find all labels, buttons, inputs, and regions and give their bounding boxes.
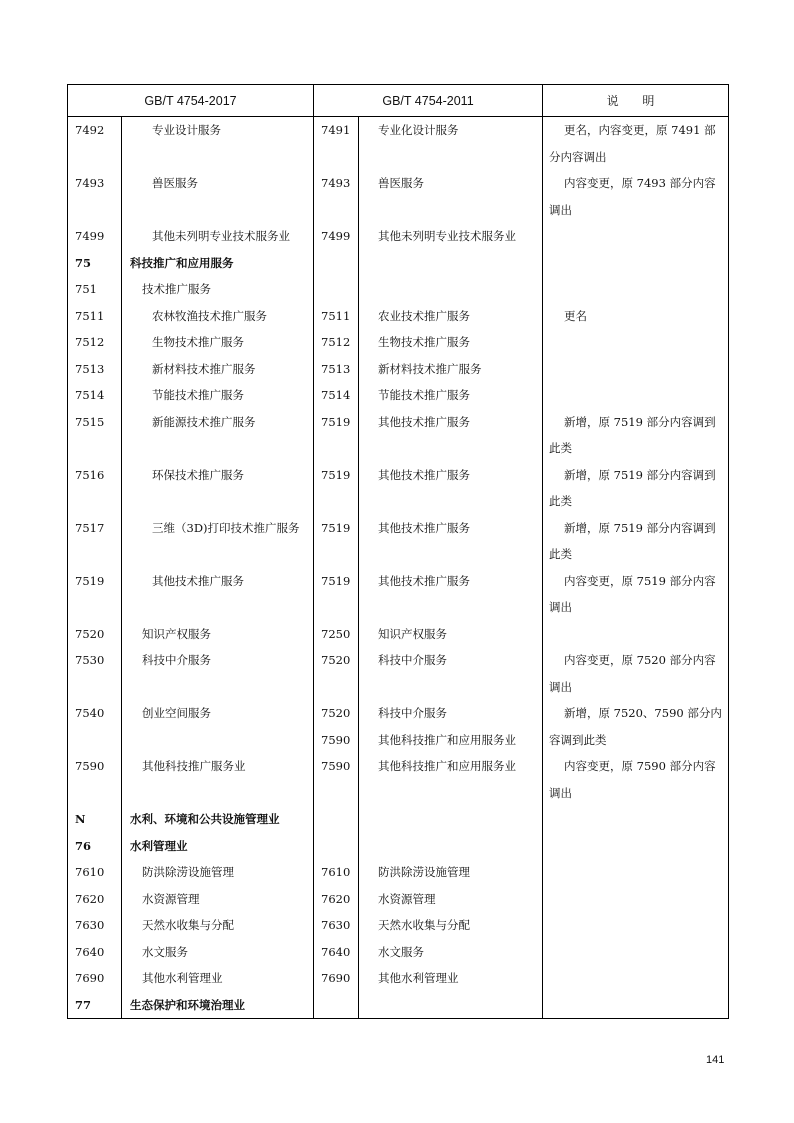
code-2011 <box>314 886 359 913</box>
name-2017 <box>122 382 314 409</box>
header-note: 说 明 <box>543 85 729 117</box>
name-2011-text: 科技中介服务 <box>378 706 448 720</box>
name-2011-text: 节能技术推广服务 <box>378 388 471 402</box>
name-2017-text: 科技推广和应用服务 <box>130 255 234 270</box>
name-2011 <box>359 912 543 939</box>
code-2017 <box>68 647 122 700</box>
name-2011 <box>359 250 543 277</box>
name-2017 <box>122 886 314 913</box>
code-2011-text: 7520 <box>321 653 351 667</box>
table-row <box>68 992 729 1019</box>
note-cell <box>543 647 729 700</box>
name-2017-text: 生物技术推广服务 <box>152 335 244 349</box>
note-cell <box>543 700 729 753</box>
name-2017-text: 新材料技术推广服务 <box>152 361 256 376</box>
table-row <box>68 859 729 886</box>
name-2011 <box>359 223 543 250</box>
name-2011 <box>359 859 543 886</box>
note-cell <box>543 303 729 330</box>
code-2011 <box>314 303 359 330</box>
name-2017-text: 生态保护和环境治理业 <box>130 997 245 1012</box>
code-2017-text: 7492 <box>75 123 105 137</box>
code-2017-text: N <box>75 812 86 826</box>
code-2017 <box>68 886 122 913</box>
table-body <box>68 117 729 1019</box>
code-2017-text: 7511 <box>75 308 105 323</box>
name-2017-text: 技术推广服务 <box>142 282 211 296</box>
note-text: 新增，原 7519 部分内容调到此类 <box>549 467 716 508</box>
name-2017 <box>122 329 314 356</box>
code-2011-text: 7620 <box>321 891 351 906</box>
code-2017-text: 7519 <box>75 573 105 588</box>
note-cell <box>543 223 729 250</box>
code-2011 <box>314 462 359 515</box>
note-cell <box>543 833 729 860</box>
name-2017 <box>122 833 314 860</box>
note-cell <box>543 462 729 515</box>
code-2011 <box>314 700 359 753</box>
table-row <box>68 833 729 860</box>
code-2017 <box>68 939 122 966</box>
code-2011-text: 7630 <box>321 918 351 932</box>
code-2011 <box>314 382 359 409</box>
note-text: 更名，内容变更，原 7491 部分内容调出 <box>549 123 716 164</box>
name-2011 <box>359 833 543 860</box>
code-2017 <box>68 409 122 462</box>
name-2011 <box>359 939 543 966</box>
code-2011 <box>314 515 359 568</box>
name-2017 <box>122 859 314 886</box>
code-2017 <box>68 170 122 223</box>
note-text: 新增，原 7519 部分内容调到此类 <box>549 520 716 561</box>
name-2011-text: 兽医服务 <box>378 176 425 190</box>
name-2011-text: 其他水利管理业 <box>378 971 459 985</box>
name-2017 <box>122 992 314 1019</box>
code-2011 <box>314 276 359 303</box>
name-2017 <box>122 806 314 833</box>
name-2017 <box>122 753 314 806</box>
name-2017-text: 水文服务 <box>142 944 188 959</box>
code-2011-text: 7519 <box>321 467 351 482</box>
name-2017 <box>122 621 314 648</box>
name-2011 <box>359 806 543 833</box>
code-2017-text: 7513 <box>75 361 105 376</box>
note-text: 新增，原 7519 部分内容调到此类 <box>549 414 716 455</box>
table-row <box>68 912 729 939</box>
code-2011 <box>314 117 359 171</box>
name-2011 <box>359 621 543 648</box>
classification-comparison-table <box>67 84 729 1019</box>
code-2011-text: 7250 <box>321 626 351 641</box>
name-2011-text: 生物技术推广服务 <box>378 335 471 349</box>
name-2011-text: 其他未列明专业技术服务业 <box>378 229 517 243</box>
name-2011 <box>359 117 543 171</box>
code-2011-text: 7590 <box>321 732 351 747</box>
code-2011 <box>314 965 359 992</box>
code-2017 <box>68 356 122 383</box>
note-cell <box>543 117 729 171</box>
header-gbt-2017: GB/T 4754-2017 <box>68 85 314 117</box>
code-2011 <box>314 806 359 833</box>
code-2011 <box>314 912 359 939</box>
note-cell <box>543 250 729 277</box>
name-2017-text: 节能技术推广服务 <box>152 388 244 402</box>
code-2011 <box>314 621 359 648</box>
name-2017-text: 知识产权服务 <box>142 626 211 641</box>
note-cell <box>543 276 729 303</box>
table-row <box>68 939 729 966</box>
note-cell <box>543 912 729 939</box>
code-2017-text: 7515 <box>75 414 105 429</box>
table-row <box>68 356 729 383</box>
name-2017 <box>122 356 314 383</box>
code-2011 <box>314 250 359 277</box>
name-2011-text: 防洪除涝设施管理 <box>378 865 471 879</box>
code-2017-text: 7590 <box>75 759 105 773</box>
note-text: 内容变更，原 7519 部分内容调出 <box>549 573 716 614</box>
code-2017-text: 751 <box>75 282 97 296</box>
code-2011-text: 7512 <box>321 335 351 349</box>
name-2017-text: 农林牧渔技术推广服务 <box>152 308 267 323</box>
code-2011 <box>314 859 359 886</box>
name-2011-text: 知识产权服务 <box>378 626 448 641</box>
table-row <box>68 806 729 833</box>
code-2011 <box>314 170 359 223</box>
name-2017-text: 其他技术推广服务 <box>152 573 244 588</box>
note-text: 内容变更，原 7590 部分内容调出 <box>549 759 716 800</box>
code-2017 <box>68 965 122 992</box>
name-2017 <box>122 250 314 277</box>
name-2017-text: 科技中介服务 <box>142 653 211 667</box>
code-2017-text: 77 <box>75 997 92 1012</box>
name-2011-text: 水文服务 <box>378 944 425 959</box>
table-row <box>68 515 729 568</box>
name-2017 <box>122 276 314 303</box>
code-2017-text: 7640 <box>75 944 105 959</box>
table-row <box>68 250 729 277</box>
name-2017 <box>122 170 314 223</box>
table-row <box>68 568 729 621</box>
note-text: 内容变更，原 7520 部分内容调出 <box>549 653 716 694</box>
code-2011-text: 7610 <box>321 865 351 879</box>
code-2017 <box>68 329 122 356</box>
table-row <box>68 223 729 250</box>
code-2017-text: 76 <box>75 838 92 853</box>
note-cell <box>543 806 729 833</box>
name-2017-text: 防洪除涝设施管理 <box>142 865 234 879</box>
code-2017-text: 7512 <box>75 335 105 349</box>
name-2011-text: 农业技术推广服务 <box>378 308 471 323</box>
header-gbt-2011: GB/T 4754-2011 <box>314 85 543 117</box>
name-2011 <box>359 886 543 913</box>
table-row <box>68 303 729 330</box>
note-cell <box>543 939 729 966</box>
name-2017-text: 创业空间服务 <box>142 706 211 720</box>
name-2011 <box>359 700 543 753</box>
code-2017 <box>68 303 122 330</box>
code-2011-text: 7520 <box>321 706 351 720</box>
code-2011-text: 7640 <box>321 944 351 959</box>
name-2011 <box>359 329 543 356</box>
note-cell <box>543 329 729 356</box>
code-2011-text: 7519 <box>321 414 351 429</box>
name-2011-text: 天然水收集与分配 <box>378 918 471 932</box>
name-2011-text: 其他科技推广和应用服务业 <box>378 732 517 747</box>
code-2011 <box>314 568 359 621</box>
name-2017 <box>122 117 314 171</box>
code-2011 <box>314 647 359 700</box>
name-2011 <box>359 647 543 700</box>
name-2017-text: 其他未列明专业技术服务业 <box>152 229 290 243</box>
name-2017 <box>122 700 314 753</box>
note-cell <box>543 356 729 383</box>
code-2017 <box>68 912 122 939</box>
name-2011-text: 新材料技术推广服务 <box>378 361 482 376</box>
code-2017 <box>68 753 122 806</box>
code-2011-text: 7519 <box>321 520 351 535</box>
name-2017 <box>122 912 314 939</box>
code-2011 <box>314 409 359 462</box>
name-2011 <box>359 568 543 621</box>
code-2017-text: 7499 <box>75 229 105 243</box>
name-2017 <box>122 409 314 462</box>
note-cell <box>543 409 729 462</box>
name-2017 <box>122 462 314 515</box>
table-row <box>68 170 729 223</box>
note-cell <box>543 859 729 886</box>
code-2017 <box>68 382 122 409</box>
code-2017 <box>68 276 122 303</box>
name-2011-text: 科技中介服务 <box>378 653 448 667</box>
code-2011 <box>314 753 359 806</box>
page-number: 141 <box>706 1054 725 1066</box>
code-2017-text: 7514 <box>75 388 105 402</box>
table-row <box>68 965 729 992</box>
code-2017 <box>68 223 122 250</box>
table-row <box>68 117 729 171</box>
table-row <box>68 886 729 913</box>
table-row <box>68 621 729 648</box>
code-2017-text: 7516 <box>75 467 105 482</box>
name-2011-text: 水资源管理 <box>378 891 436 906</box>
note-text: 内容变更，原 7493 部分内容调出 <box>549 176 716 217</box>
code-2011 <box>314 329 359 356</box>
code-2011-text: 7511 <box>321 308 351 323</box>
code-2017-text: 7540 <box>75 706 105 720</box>
name-2017 <box>122 568 314 621</box>
note-text: 更名 <box>564 308 588 323</box>
code-2011-text: 7514 <box>321 388 351 402</box>
code-2011-text: 7513 <box>321 361 351 376</box>
code-2011 <box>314 939 359 966</box>
note-cell <box>543 170 729 223</box>
table-row <box>68 753 729 806</box>
code-2017-text: 7520 <box>75 626 105 641</box>
name-2017-text: 水利、环境和公共设施管理业 <box>130 812 280 826</box>
name-2011 <box>359 356 543 383</box>
code-2017 <box>68 515 122 568</box>
code-2017 <box>68 117 122 171</box>
code-2017 <box>68 250 122 277</box>
name-2017 <box>122 965 314 992</box>
note-cell <box>543 753 729 806</box>
note-text: 新增，原 7520、7590 部分内容调到此类 <box>549 706 722 747</box>
name-2011 <box>359 303 543 330</box>
code-2011 <box>314 223 359 250</box>
code-2017 <box>68 833 122 860</box>
table-row <box>68 647 729 700</box>
note-cell <box>543 965 729 992</box>
table-row <box>68 276 729 303</box>
name-2017-text: 其他水利管理业 <box>142 971 223 985</box>
table-row <box>68 382 729 409</box>
name-2011-text: 其他技术推广服务 <box>378 414 471 429</box>
code-2017-text: 7493 <box>75 176 105 190</box>
name-2017-text: 三维（3D)打印技术推广服务 <box>152 520 300 535</box>
note-cell <box>543 886 729 913</box>
code-2017-text: 7610 <box>75 865 105 879</box>
name-2011 <box>359 753 543 806</box>
name-2017-text: 水利管理业 <box>130 838 188 853</box>
code-2017 <box>68 859 122 886</box>
table-row <box>68 462 729 515</box>
code-2017-text: 75 <box>75 255 92 270</box>
name-2017-text: 环保技术推广服务 <box>152 467 244 482</box>
name-2017-text: 兽医服务 <box>152 176 198 190</box>
code-2011 <box>314 833 359 860</box>
code-2017 <box>68 568 122 621</box>
code-2011-text: 7491 <box>321 123 351 137</box>
code-2011-text: 7590 <box>321 759 351 773</box>
name-2017-text: 天然水收集与分配 <box>142 918 234 932</box>
table-row <box>68 700 729 753</box>
note-cell <box>543 621 729 648</box>
name-2011-text: 专业化设计服务 <box>378 123 459 137</box>
name-2011 <box>359 965 543 992</box>
code-2011 <box>314 356 359 383</box>
code-2017-text: 7620 <box>75 891 105 906</box>
name-2017-text: 专业设计服务 <box>152 123 221 137</box>
code-2011-text: 7519 <box>321 573 351 588</box>
code-2017-text: 7517 <box>75 520 105 535</box>
code-2017 <box>68 462 122 515</box>
table-row <box>68 329 729 356</box>
code-2017 <box>68 992 122 1019</box>
code-2017-text: 7630 <box>75 918 105 932</box>
name-2017 <box>122 303 314 330</box>
name-2011-text: 其他技术推广服务 <box>378 467 471 482</box>
note-cell <box>543 382 729 409</box>
name-2017-text: 其他科技推广服务业 <box>142 759 246 773</box>
name-2011 <box>359 992 543 1019</box>
code-2011-text: 7690 <box>321 971 351 985</box>
code-2011-text: 7493 <box>321 176 351 190</box>
code-2017 <box>68 621 122 648</box>
name-2017-text: 新能源技术推广服务 <box>152 414 256 429</box>
name-2017 <box>122 939 314 966</box>
name-2011 <box>359 276 543 303</box>
note-cell <box>543 515 729 568</box>
name-2017 <box>122 647 314 700</box>
name-2011 <box>359 409 543 462</box>
name-2011 <box>359 170 543 223</box>
name-2011-text: 其他技术推广服务 <box>378 520 471 535</box>
table-header-row <box>68 85 729 117</box>
code-2017-text: 7690 <box>75 971 105 985</box>
code-2011-text: 7499 <box>321 229 351 243</box>
code-2017 <box>68 700 122 753</box>
name-2011 <box>359 462 543 515</box>
note-cell <box>543 992 729 1019</box>
name-2011 <box>359 382 543 409</box>
code-2017 <box>68 806 122 833</box>
name-2017 <box>122 223 314 250</box>
name-2017-text: 水资源管理 <box>142 891 200 906</box>
name-2011-text: 其他技术推广服务 <box>378 573 471 588</box>
table-row <box>68 409 729 462</box>
name-2011 <box>359 515 543 568</box>
name-2017 <box>122 515 314 568</box>
note-cell <box>543 568 729 621</box>
name-2011-text: 其他科技推广和应用服务业 <box>378 759 517 773</box>
code-2011 <box>314 992 359 1019</box>
code-2017-text: 7530 <box>75 653 105 667</box>
